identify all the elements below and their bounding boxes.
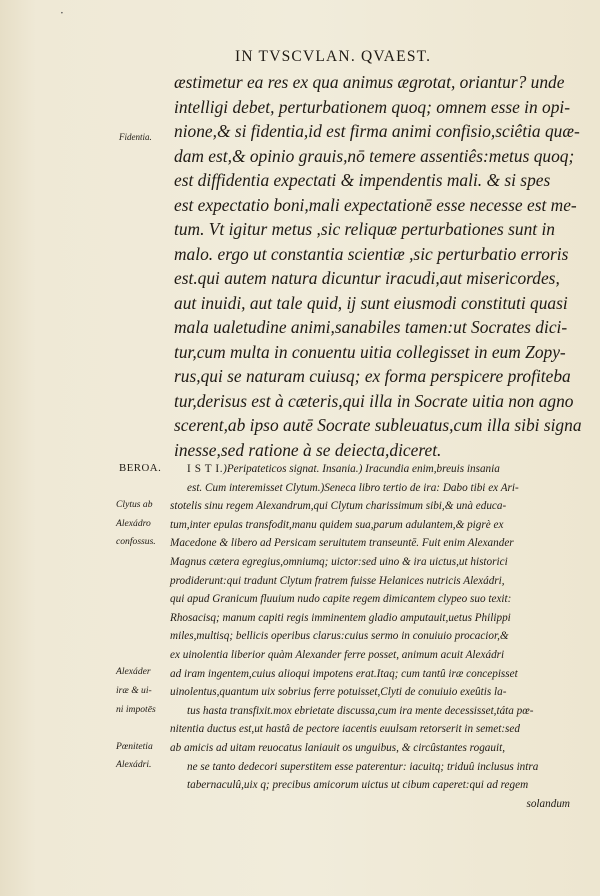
margin-note [116, 645, 174, 664]
margin-note: iræ & ui- [116, 684, 152, 696]
commentary-line: nitentia ductus est,ut hastâ de pectore iacentis euulsam retorserit in semet:sed [170, 723, 520, 736]
margin-note [116, 608, 174, 627]
main-text-line: æstimetur ea res ex qua animus ægrotat, oriantur? unde [174, 72, 565, 92]
commentary-lemma: I S T I. [187, 463, 224, 475]
main-text-line: tum. Vt igitur metus ,sic reliquæ perturbationes sunt in [174, 219, 555, 239]
commentary-line: tabernaculû,uix q; precibus amicorum uictus ut cibum caperet:qui ad regem [187, 779, 529, 792]
main-text-line: est.qui autem natura dicuntur iracudi,aut misericordes, [174, 268, 560, 288]
commentary-line: ab amicis ad uitam reuocatus laniauit os unguibus, & circûstantes rogauit, [170, 741, 505, 754]
margin-note: Alexádri. [116, 759, 152, 771]
commentary-line: est. Cum interemisset Clytum.)Seneca libro tertio de ira: Dabo tibi ex Ari- [187, 481, 519, 494]
commentary-line: ad iram ingentem,cuius alioqui impotens erat.Itaq; cum tantû iræ concepisset [170, 667, 518, 680]
commentary-line: tus hasta transfixit.mox ebrietate discussa,cum ira mente decessisset,táta pœ- [187, 704, 534, 717]
main-text-line: est diffidentia expectati & impendentis mali. & si spes [174, 170, 551, 190]
margin-note [116, 719, 174, 738]
margin-note: confossus. [116, 536, 156, 548]
commentary-line: miles,multisq; bellicis operibus clarus:cuius sermo in conuiuio procacior,& [170, 630, 509, 643]
commentary-line: Rhosacisq; manum capiti regis imminentem gladio amputauit,uetus Philippi [170, 611, 511, 624]
main-text-line: tur,derisus est à cæteris,qui illa in Socrate uitia non agno [174, 390, 574, 411]
commentary-line: solandum [526, 797, 570, 810]
corner-mark: · [60, 6, 64, 20]
main-text-line: intelligi debet, perturbationem quoq; omnem esse in opi- [174, 96, 571, 117]
main-text-line: dam est,& opinio grauis,nō temere assentiês:metus quoq; [174, 145, 575, 166]
commentary-line: prodiderunt:qui tradunt Clytum fratrem fuisse Helanices nutricis Alexádri, [170, 574, 505, 587]
margin-note: ni impotēs [116, 703, 156, 715]
margin-note [116, 552, 174, 571]
margin-note: Pœnitetia [116, 740, 153, 752]
commentary-line-text: )Peripateticos signat. Insania.) Iracundia enim,breuis insania [223, 463, 500, 475]
commentary-line [170, 460, 582, 479]
main-text-line: est expectatio boni,mali expectationē esse necesse est me- [174, 194, 577, 215]
commentary [170, 460, 582, 813]
margin-note [116, 589, 174, 608]
commentary-line: uinolentus,quantum uix sobrius ferre potuisset,Clyti de conuiuio exeûtis la- [170, 686, 507, 699]
main-text-line: malo. ergo ut constantia scientiæ ,sic perturbatio erroris [174, 243, 569, 264]
commentary-line: qui apud Granicum fluuium nudo capite regem dimicantem clypeo suo texit: [170, 593, 512, 606]
commentary-line: tum,inter epulas transfodit,manu quidem sua,parum adulantem,& pigrè ex [170, 518, 504, 531]
commentator-label: BEROA. [119, 462, 162, 474]
main-text-line: scerent,ab ipso autē Socrate subleuatus,cum illa sibi signa [174, 415, 582, 435]
running-header: IN TVSCVLAN. QVAEST. [235, 48, 432, 65]
commentary-line: Magnus cætera egregius,omniumq; uictor:sed uino & ira uictus,ut historici [170, 555, 508, 568]
commentary-line: ne se tanto dedecori superstitem esse paterentur: iacuitq; triduû inclusus intra [187, 760, 539, 773]
margin-note [116, 626, 174, 645]
commentary-line: stotelis sinu regem Alexandrum,qui Clytum charissimum sibi,& unà educa- [170, 500, 507, 513]
main-text-line: aut inuidi, aut tale quid, ij sunt eiusmodi constituti quasi [174, 292, 568, 313]
margin-note: Clytus ab [116, 499, 153, 510]
main-text-line: rus,qui se naturam cuiusq; ex forma perspicere profiteba [174, 366, 571, 386]
main-text-line: inesse,sed ratione à se deiecta,diceret. [174, 439, 442, 460]
margin-note: Alexádro [116, 517, 151, 529]
main-text-line: nione,& si fidentia,id est firma animi confisio,sciêtia quæ- [174, 121, 580, 141]
margin-note: Alexáder [116, 666, 151, 678]
commentary-line: ex uinolentia liberior quàm Alexander ferre posset, animum acuit Alexádri [170, 648, 505, 661]
main-text-line: tur,cum multa in conuentu uitia collegisset in eum Zopy- [174, 341, 566, 362]
main-text-line: mala ualetudine animi,sanabiles tamen:ut Socrates dici- [174, 317, 568, 337]
margin-note [116, 570, 174, 589]
main-text [174, 70, 582, 462]
commentary-line: Macedone & libero ad Persicam seruitutem transeuntē. Fuit enim Alexander [170, 537, 514, 550]
margin-notes [116, 496, 174, 775]
margin-note-fidentia: Fidentia. [119, 132, 152, 142]
